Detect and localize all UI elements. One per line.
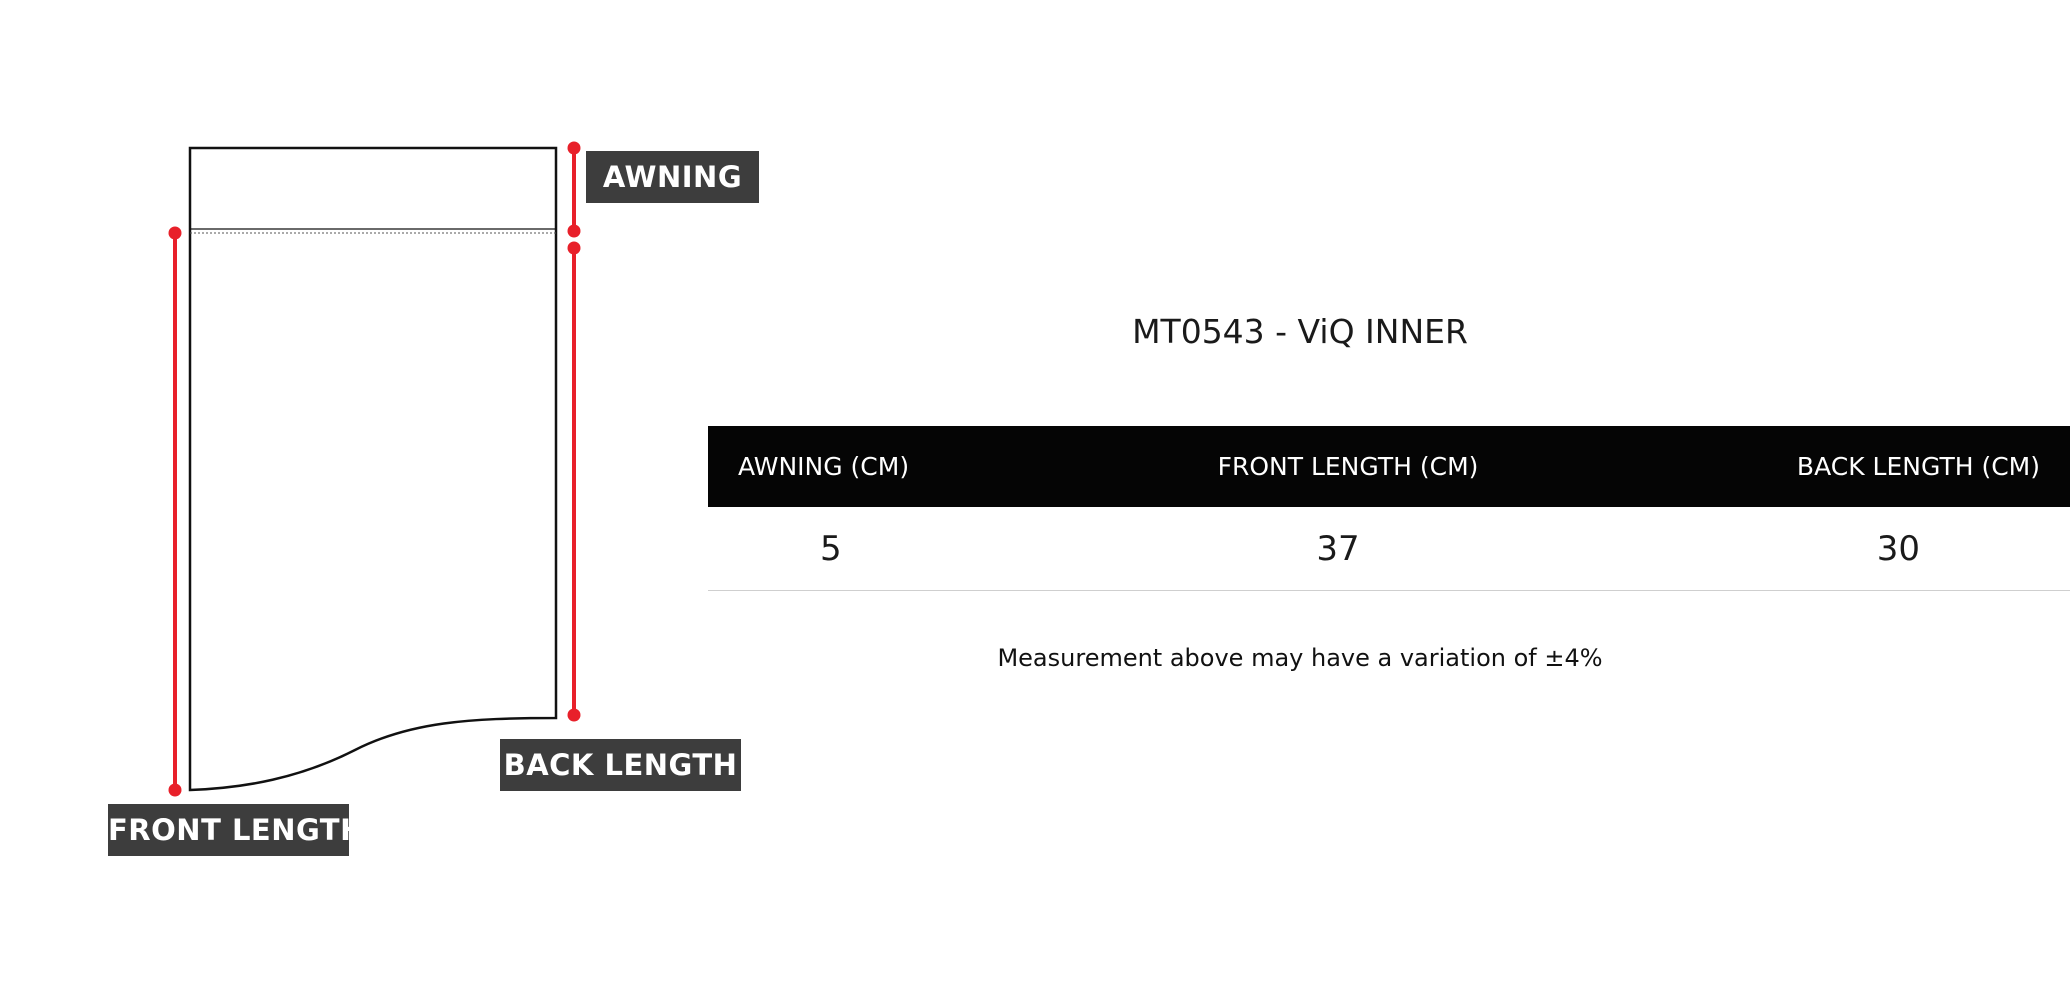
header-front-length: FRONT LENGTH (CM) bbox=[1217, 452, 1479, 481]
variation-note: Measurement above may have a variation of ±4% bbox=[997, 644, 1603, 672]
front-length-measure-bottom-dot bbox=[169, 784, 182, 797]
cell-awning-value: 5 bbox=[708, 507, 1068, 591]
cell-back-length-value: 30 bbox=[1628, 507, 2070, 591]
awning-measure-top-dot bbox=[568, 142, 581, 155]
back-length-measure-bottom-dot bbox=[568, 709, 581, 722]
product-title: MT0543 - ViQ INNER bbox=[1132, 312, 1468, 351]
header-back-length: BACK LENGTH (CM) bbox=[1796, 452, 2040, 481]
awning-label: AWNING bbox=[586, 151, 759, 203]
back-length-measure-top-dot bbox=[568, 242, 581, 255]
front-length-label: FRONT LENGTH bbox=[108, 804, 349, 856]
header-awning: AWNING (CM) bbox=[738, 452, 910, 481]
front-length-measure-top-dot bbox=[169, 227, 182, 240]
size-table-header-row bbox=[708, 426, 2070, 507]
size-table bbox=[708, 426, 2070, 591]
awning-measure-bottom-dot bbox=[568, 225, 581, 238]
table-row bbox=[708, 507, 2070, 591]
back-length-label: BACK LENGTH bbox=[500, 739, 741, 791]
cell-front-length-value: 37 bbox=[1068, 507, 1628, 591]
garment-outline bbox=[190, 148, 556, 790]
